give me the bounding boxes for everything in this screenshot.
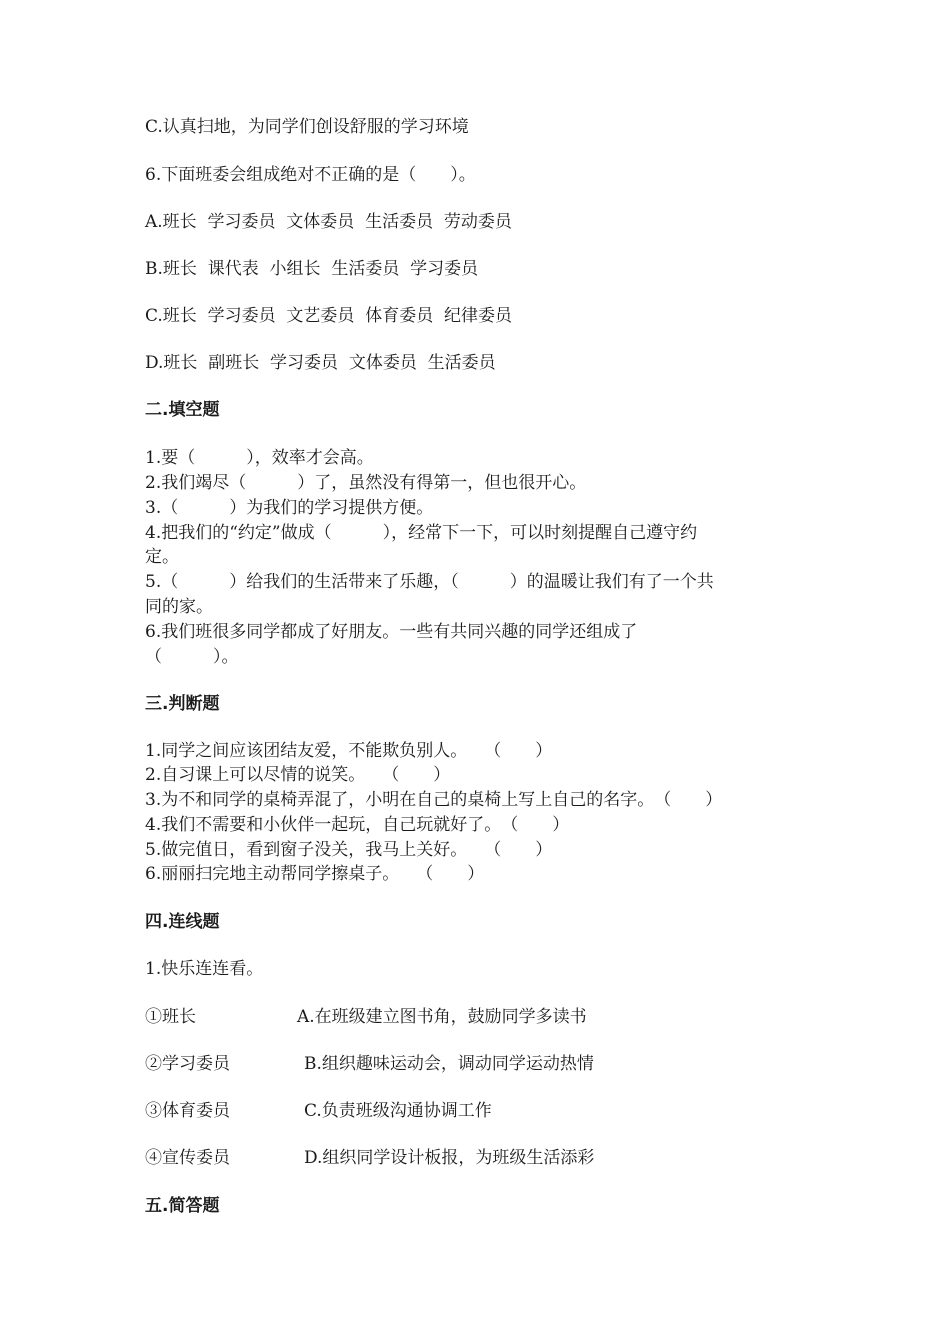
question-6-stem: 6.下面班委会组成绝对不正确的是（ ）。 (145, 165, 476, 185)
fill-blank-line: 2.我们竭尽（ ）了，虽然没有得第一，但也很开心。 (145, 473, 587, 493)
fill-blank-line: 5.（ ）给我们的生活带来了乐趣，（ ）的温暖让我们有了一个共 (145, 572, 714, 592)
fill-blank-line: 1.要（ ），效率才会高。 (145, 448, 374, 468)
true-false-line: 6.丽丽扫完地主动帮同学擦桌子。 （ ） (145, 864, 485, 884)
question-6-option-b: B.班长 课代表 小组长 生活委员 学习委员 (145, 259, 479, 279)
question-6-option-a: A.班长 学习委员 文体委员 生活委员 劳动委员 (145, 212, 512, 232)
true-false-line: 5.做完值日，看到窗子没关，我马上关好。 （ ） (145, 840, 553, 860)
section-heading-short-answer: 五.简答题 (145, 1196, 220, 1216)
true-false-line: 1.同学之间应该团结友爱，不能欺负别人。 （ ） (145, 741, 553, 761)
true-false-line: 3.为不和同学的桌椅弄混了，小明在自己的桌椅上写上自己的名字。 （ ） (145, 790, 723, 810)
matching-left-item: ③体育委员 (145, 1101, 230, 1121)
fill-blank-line: 同的家。 (145, 597, 213, 617)
question-6-option-c: C.班长 学习委员 文艺委员 体育委员 纪律委员 (145, 306, 513, 326)
question-6-option-d: D.班长 副班长 学习委员 文体委员 生活委员 (145, 353, 496, 373)
fill-blank-line: （ ）。 (145, 647, 239, 667)
matching-left-item: ②学习委员 (145, 1054, 230, 1074)
section-heading-fill-blank: 二.填空题 (145, 400, 220, 420)
section-heading-true-false: 三.判断题 (145, 694, 220, 714)
matching-left-item: ①班长 (145, 1007, 196, 1027)
true-false-line: 2.自习课上可以尽情的说笑。 （ ） (145, 765, 451, 785)
matching-left-item: ④宣传委员 (145, 1148, 230, 1168)
fill-blank-line: 6.我们班很多同学都成了好朋友。一些有共同兴趣的同学还组成了 (145, 622, 638, 642)
matching-right-item: A.在班级建立图书角，鼓励同学多读书 (297, 1007, 587, 1027)
fill-blank-line: 3.（ ）为我们的学习提供方便。 (145, 498, 434, 518)
true-false-line: 4.我们不需要和小伙伴一起玩，自己玩就好了。 （ ） (145, 815, 570, 835)
matching-question: 1.快乐连连看。 (145, 959, 264, 979)
matching-right-item: D.组织同学设计板报，为班级生活添彩 (304, 1148, 595, 1168)
matching-right-item: B.组织趣味运动会，调动同学运动热情 (304, 1054, 594, 1074)
fill-blank-line: 4.把我们的“约定”做成（ ），经常下一下，可以时刻提醒自己遵守约 (145, 523, 698, 543)
matching-right-item: C.负责班级沟通协调工作 (304, 1101, 492, 1121)
fill-blank-line: 定。 (145, 547, 179, 567)
question-5-option-c: C.认真扫地，为同学们创设舒服的学习环境 (145, 117, 469, 137)
section-heading-matching: 四.连线题 (145, 912, 220, 932)
